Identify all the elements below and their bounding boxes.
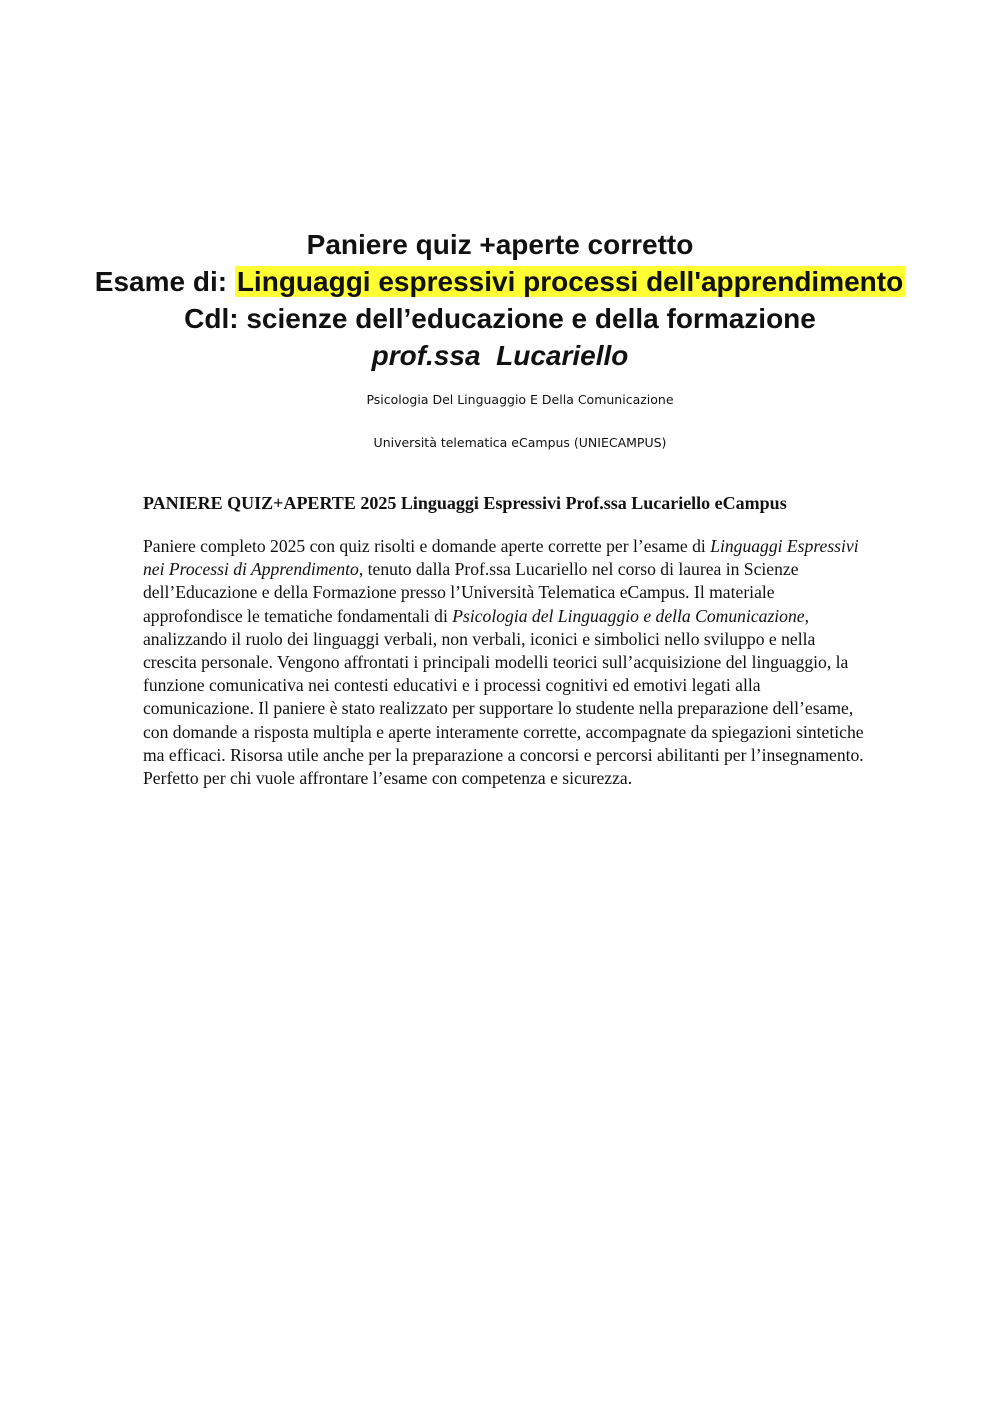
description-part-3: , analizzando il ruolo dei linguaggi verbali, non verbali, iconici e simbolici nello sviluppo e nella crescita personale. Vengono affrontati i principali modelli teorici sull’acquisizione del linguaggio, la funzione comunicativa nei contesti educativi e i processi cognitivi ed emotivi legati alla comunicazione. Il paniere è stato realizzato per supportare lo studente nella preparazione dell’esame, con domande a risposta multipla e aperte interamente corrette, accompagnate da spiegazioni sintetiche ma efficaci. Risorsa utile anche per la preparazione a concorsi e percorsi abilitanti per l’insegnamento. Perfetto per chi vuole affrontare l’esame con competenza e sicurezza. bbox=[143, 605, 864, 789]
exam-label: Esame di: bbox=[94, 266, 235, 297]
exam-name-highlight: Linguaggi espressivi processi dell'apprendimento bbox=[236, 266, 904, 297]
document-title-block bbox=[0, 226, 1000, 374]
description-italic-subject: Psicologia del Linguaggio e della Comunicazione bbox=[452, 605, 805, 626]
description-paragraph bbox=[143, 535, 868, 790]
subject-label: Psicologia Del Linguaggio E Della Comunicazione bbox=[366, 392, 674, 407]
description-part-2: , tenuto dalla Prof.ssa Lucariello nel corso di laurea in Scienze dell’Educazione e della Formazione presso l’Università Telematica eCampus. Il materiale approfondisce le tematiche fondamentali di bbox=[143, 559, 799, 626]
exam-title-line bbox=[0, 263, 1000, 300]
professor-name: prof.ssa Lucariello bbox=[371, 340, 629, 371]
description-italic-course: Linguaggi Espressivi nei Processi di Apprendimento bbox=[143, 536, 859, 580]
document-content bbox=[143, 492, 868, 790]
course-line: Cdl: scienze dell’educazione e della formazione bbox=[184, 303, 816, 334]
section-heading: PANIERE QUIZ+APERTE 2025 Linguaggi Espressivi Prof.ssa Lucariello eCampus bbox=[143, 493, 787, 513]
title-line-1: Paniere quiz +aperte corretto bbox=[306, 229, 694, 260]
description-part-1: Paniere completo 2025 con quiz risolti e domande aperte corrette per l’esame di bbox=[143, 536, 711, 556]
university-label: Università telematica eCampus (UNIECAMPUS) bbox=[373, 435, 667, 450]
